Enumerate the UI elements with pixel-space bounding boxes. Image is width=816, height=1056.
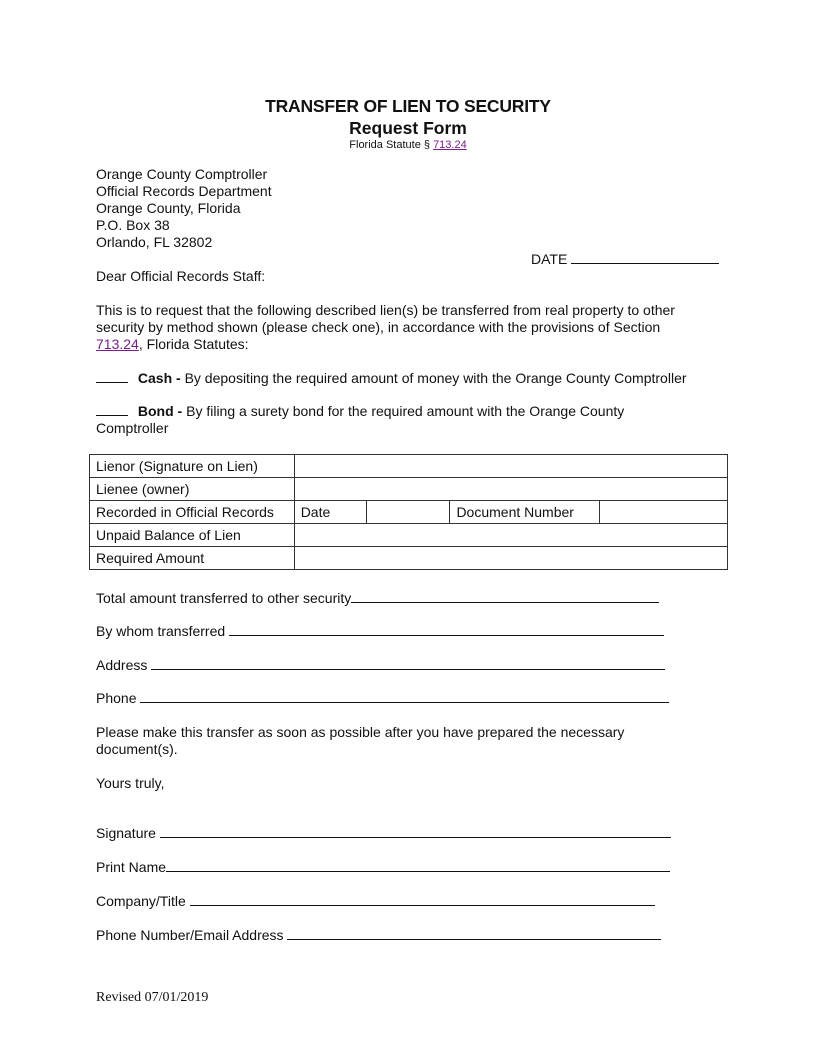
address-line-4: P.O. Box 38	[96, 217, 170, 233]
unpaid-input[interactable]	[294, 524, 727, 547]
salutation: Dear Official Records Staff:	[96, 268, 266, 284]
print-name-label: Print Name	[96, 859, 167, 875]
lienor-input[interactable]	[294, 455, 727, 478]
phone-blank[interactable]	[140, 702, 669, 703]
address-field	[96, 657, 665, 673]
print-name-blank[interactable]	[166, 871, 670, 872]
bond-text: By filing a surety bond for the required amount with the Orange County	[182, 403, 625, 419]
yours-truly: Yours truly,	[96, 775, 165, 791]
bond-label: Bond -	[137, 403, 183, 419]
closing-line-1: Please make this transfer as soon as possible after you have prepared the necessary	[96, 724, 625, 740]
table-row	[90, 501, 728, 524]
doc-number-input[interactable]	[600, 501, 728, 524]
company-label: Company/Title	[96, 893, 186, 909]
phone-label: Phone	[96, 690, 137, 706]
by-whom-blank[interactable]	[229, 635, 664, 636]
company-field	[96, 893, 655, 909]
company-blank[interactable]	[190, 905, 655, 906]
phone-email-field	[96, 927, 661, 943]
statute-prefix: Florida Statute §	[349, 139, 434, 151]
phone-field	[96, 690, 669, 706]
address-line-5: Orlando, FL 32802	[96, 234, 213, 250]
signature-label: Signature	[96, 825, 156, 841]
signature-field	[96, 825, 671, 841]
table-row	[90, 455, 728, 478]
cash-option	[96, 370, 687, 387]
lienee-label: Lienee (owner)	[90, 478, 295, 501]
date-label: DATE	[531, 251, 568, 267]
bond-text-cont: Comptroller	[96, 420, 169, 436]
date-field	[531, 251, 719, 267]
recorded-label: Recorded in Official Records	[90, 501, 295, 524]
by-whom-label: By whom transferred	[96, 623, 226, 639]
cash-text: By depositing the required amount of money with the Orange County Comptroller	[180, 370, 687, 386]
total-blank[interactable]	[351, 602, 659, 603]
required-input[interactable]	[294, 547, 727, 570]
date-cell-label: Date	[294, 501, 366, 524]
address-label: Address	[96, 657, 148, 673]
bond-option	[96, 403, 624, 420]
bond-checkbox-blank[interactable]	[96, 415, 128, 416]
by-whom-field	[96, 623, 664, 639]
lien-info-table	[89, 454, 728, 570]
cash-label: Cash -	[137, 370, 181, 386]
doc-number-label: Document Number	[450, 501, 600, 524]
address-line-2: Official Records Department	[96, 183, 272, 199]
table-row	[90, 524, 728, 547]
date-blank[interactable]	[571, 263, 719, 264]
form-title: TRANSFER OF LIEN TO SECURITY	[265, 96, 551, 116]
intro-line-2: security by method shown (please check one), in accordance with the provisions of Section	[96, 319, 661, 335]
section-link[interactable]: 713.24	[96, 336, 139, 352]
revision-footer: Revised 07/01/2019	[96, 990, 209, 1005]
address-line-3: Orange County, Florida	[96, 200, 241, 216]
phone-email-blank[interactable]	[287, 939, 661, 940]
closing-line-2: document(s).	[96, 741, 178, 757]
statute-reference	[0, 139, 816, 151]
total-field	[96, 590, 659, 606]
required-label: Required Amount	[90, 547, 295, 570]
total-label: Total amount transferred to other security	[96, 590, 352, 606]
lienee-input[interactable]	[294, 478, 727, 501]
intro-line-1: This is to request that the following described lien(s) be transferred from real property to other	[96, 302, 675, 318]
address-line-1: Orange County Comptroller	[96, 166, 268, 182]
intro-line-3	[96, 336, 249, 353]
intro-line-3-suffix: , Florida Statutes:	[138, 336, 249, 352]
signature-blank[interactable]	[160, 837, 671, 838]
table-row	[90, 478, 728, 501]
address-blank[interactable]	[151, 669, 665, 670]
phone-email-label: Phone Number/Email Address	[96, 927, 284, 943]
form-subtitle: Request Form	[349, 118, 467, 138]
print-name-field	[96, 859, 670, 875]
statute-link[interactable]: 713.24	[433, 139, 467, 151]
unpaid-label: Unpaid Balance of Lien	[90, 524, 295, 547]
recorded-date-input[interactable]	[366, 501, 450, 524]
lienor-label: Lienor (Signature on Lien)	[90, 455, 295, 478]
cash-checkbox-blank[interactable]	[96, 382, 128, 383]
table-row	[90, 547, 728, 570]
